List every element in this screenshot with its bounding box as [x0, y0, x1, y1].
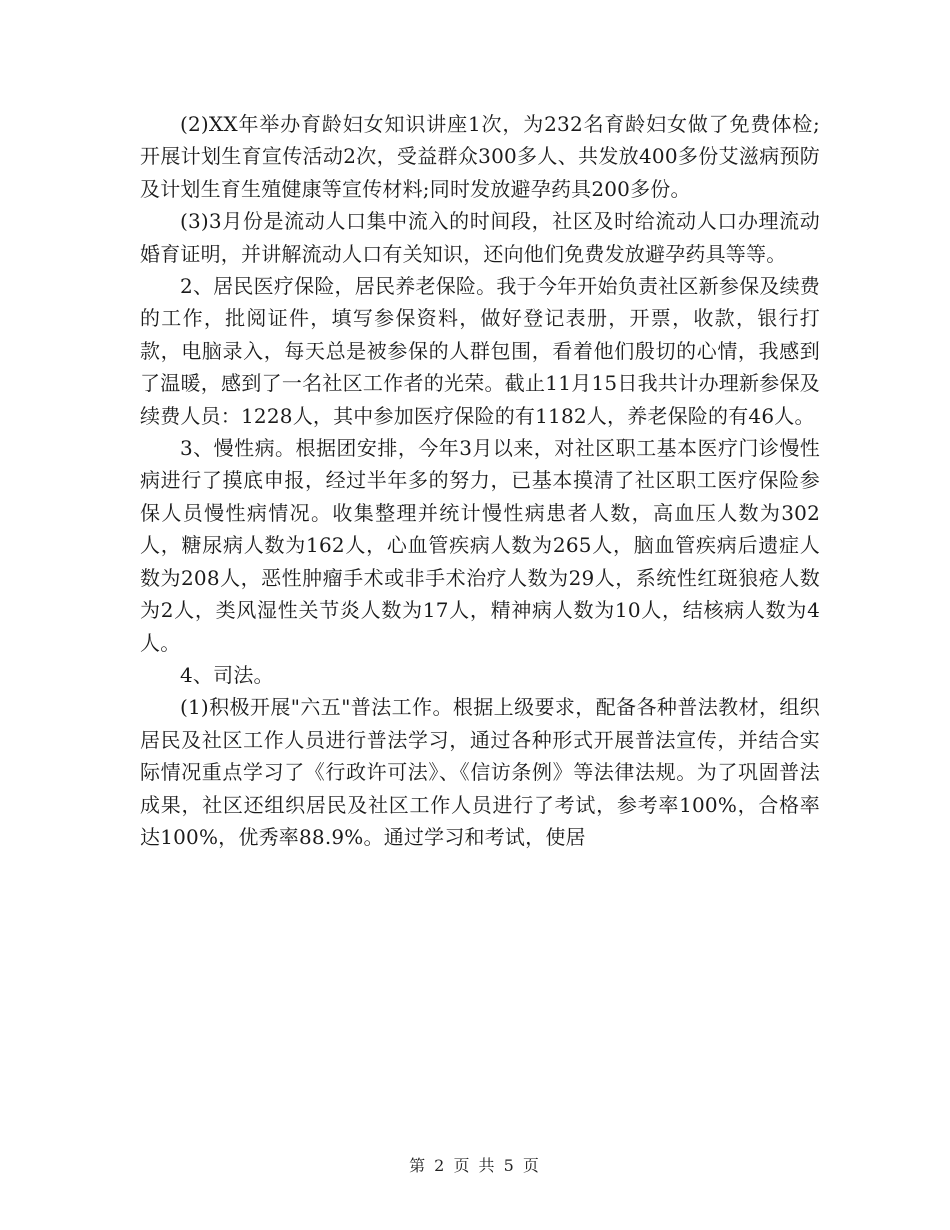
- paragraph-family-planning-3: (3)3月份是流动人口集中流入的时间段，社区及时给流动人口办理流动婚育证明，并讲解流动人口有关知识，还向他们免费发放避孕药具等等。: [140, 209, 820, 266]
- paragraph-judicial-heading: 4、司法。: [180, 662, 274, 687]
- paragraph-insurance: 2、居民医疗保险，居民养老保险。我于今年开始负责社区新参保及续费的工作，批阅证件，填写参保资料，做好登记表册，开票，收款，银行打款，电脑录入，每天总是被参保的人群包围，看着他们殷切的心情，我感到了温暖，感到了一名社区工作者的光荣。截止11月15日我共计办理新参保及续费人员：1228人，其中参加医疗保险的有1182人，养老保险的有46人。: [140, 274, 820, 428]
- page-number-footer: 第 2 页 共 5 页: [409, 1156, 541, 1175]
- document-body: [140, 108, 820, 853]
- paragraph-family-planning-2: (2)XX年举办育龄妇女知识讲座1次，为232名育龄妇女做了免费体检;开展计划生育宣传活动2次，受益群众300多人、共发放400多份艾滋病预防及计划生育生殖健康等宣传材料;同时发放避孕药具200多份。: [140, 112, 820, 201]
- paragraph-chronic-disease: 3、慢性病。根据团安排，今年3月以来，对社区职工基本医疗门诊慢性病进行了摸底申报，经过半年多的努力，已基本摸清了社区职工医疗保险参保人员慢性病情况。收集整理并统计慢性病患者人数，高血压人数为302人，糖尿病人数为162人，心血管疾病人数为265人，脑血管疾病后遗症人数为208人，恶性肿瘤手术或非手术治疗人数为29人，系统性红斑狼疮人数为2人，类风湿性关节炎人数为17人，精神病人数为10人，结核病人数为4人。: [140, 436, 820, 655]
- paragraph-law-education: (1)积极开展"六五"普法工作。根据上级要求，配备各种普法教材，组织居民及社区工作人员进行普法学习，通过各种形式开展普法宣传，并结合实际情况重点学习了《行政许可法》、《信访条例》等法律法规。为了巩固普法成果，社区还组织居民及社区工作人员进行了考试，参考率100%，合格率达100%，优秀率88.9%。通过学习和考试，使居: [140, 695, 820, 849]
